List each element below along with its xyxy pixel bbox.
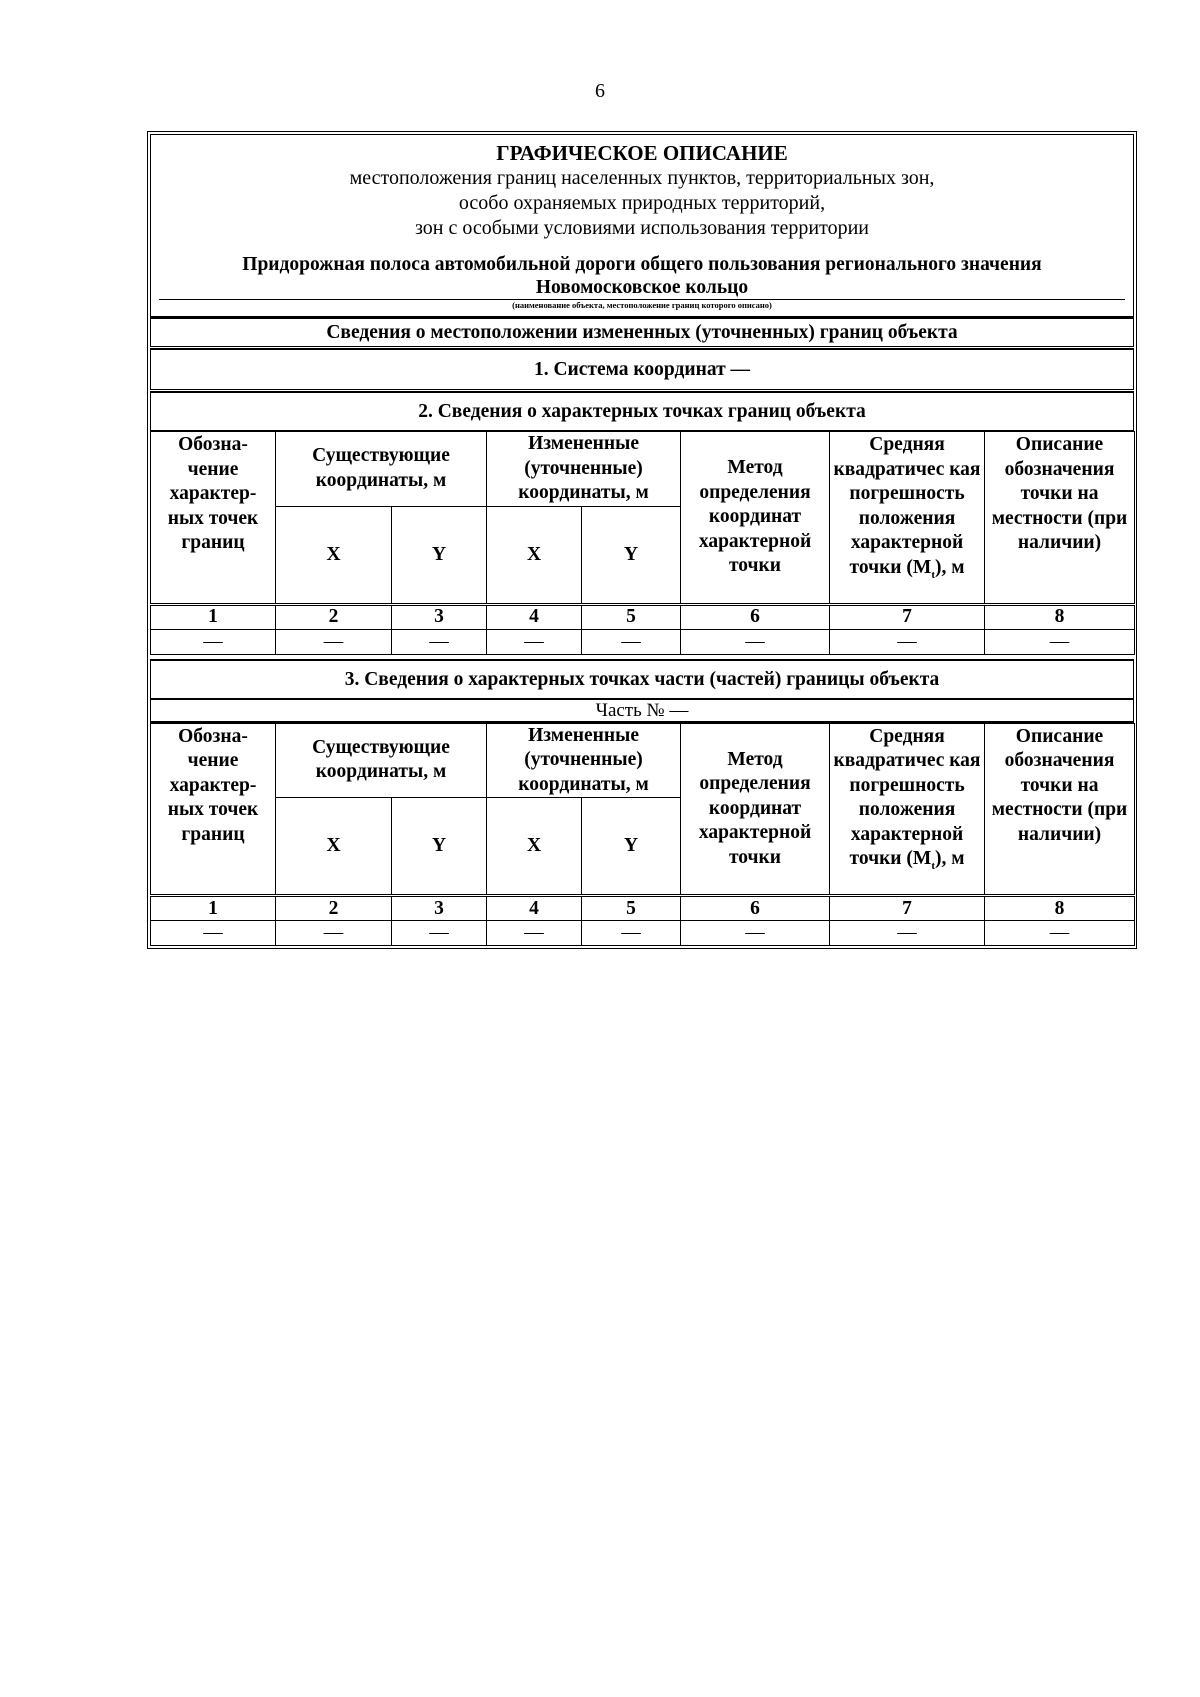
column-number: 7 [830,604,985,629]
document-title: ГРАФИЧЕСКОЕ ОПИСАНИЕ [496,141,788,165]
table-cell: — [276,921,392,946]
object-name-line-2: Новомосковское кольцо [159,276,1125,300]
section-coordinate-system: 1. Система координат — [150,348,1134,390]
subtitle-line: местоположения границ населенных пунктов, территориальных зон, [349,167,935,189]
col-designation: Обозна- чение характер- ных точек границ [151,432,276,605]
table-cell: — [487,921,582,946]
object-name-line-1: Придорожная полоса автомобильной дороги общего пользования регионального значения [242,254,1042,275]
col-changed-x: X [487,506,582,604]
col-changed-x: X [487,798,582,896]
col-method: Метод определения координат характерной точки [681,432,830,605]
section-part-points: 3. Сведения о характерных точках части (частей) границы объекта [150,659,1134,699]
col-existing-coordinates: Существующие координаты, м [276,723,487,798]
column-number: 1 [151,604,276,629]
table-cell: — [392,629,487,654]
col-existing-x: X [276,506,392,604]
table-cell: — [151,629,276,654]
object-name [159,253,1125,300]
object-caption: (наименование объекта, местоположение границ которого описано) [512,300,772,310]
table-cell: — [830,629,985,654]
column-number-row [151,604,1135,629]
table-cell: — [985,629,1135,654]
column-number: 8 [985,896,1135,921]
table-header-row [151,432,1135,507]
col-changed-coordinates: Измененные (уточненные) координаты, м [487,432,681,507]
table-cell: — [681,629,830,654]
table-cell: — [151,921,276,946]
column-number: 3 [392,604,487,629]
section-changed-boundaries: Сведения о местоположении измененных (уточненных) границ объекта [150,317,1134,347]
table-cell: — [276,629,392,654]
column-number: 2 [276,604,392,629]
col-error: Средняя квадратичес кая погрешность положения характерной точки $(M_t)$, м [830,432,985,605]
col-changed-y: Y [582,506,681,604]
table-header-row [151,723,1135,798]
col-designation: Обозна- чение характер- ных точек границ [151,723,276,896]
column-number: 1 [151,896,276,921]
section-boundary-points: 2. Сведения о характерных точках границ объекта [150,391,1134,431]
column-number: 4 [487,604,582,629]
column-number: 5 [582,604,681,629]
table-cell: — [582,921,681,946]
graphic-description-form [147,131,1137,949]
col-method: Метод определения координат характерной точки [681,723,830,896]
document-header [150,134,1134,317]
col-existing-x: X [276,798,392,896]
table-cell: — [582,629,681,654]
col-description: Описание обозначения точки на местности (при наличии) [985,432,1135,605]
page-number: 6 [595,80,605,102]
column-number: 3 [392,896,487,921]
column-number-row [151,896,1135,921]
table-cell: — [487,629,582,654]
table-cell: — [985,921,1135,946]
col-changed-y: Y [582,798,681,896]
column-number: 2 [276,896,392,921]
boundary-points-table [150,431,1135,655]
col-error: Средняя квадратичес кая погрешность положения характерной точки $(M_t)$, м [830,723,985,896]
col-existing-y: Y [392,506,487,604]
col-existing-y: Y [392,798,487,896]
subtitle-line: зон с особыми условиями использования территории [414,217,870,239]
subtitle-line: особо охраняемых природных территорий, [458,192,826,214]
col-description: Описание обозначения точки на местности (при наличии) [985,723,1135,896]
column-number: 6 [681,604,830,629]
table-cell: — [392,921,487,946]
table-row [151,629,1135,654]
table-cell: — [830,921,985,946]
table-row [151,921,1135,946]
column-number: 6 [681,896,830,921]
col-changed-coordinates: Измененные (уточненные) координаты, м [487,723,681,798]
part-points-table [150,723,1135,947]
column-number: 4 [487,896,582,921]
table-cell: — [681,921,830,946]
column-number: 8 [985,604,1135,629]
column-number: 7 [830,896,985,921]
part-number: Часть № — [150,699,1134,723]
col-existing-coordinates: Существующие координаты, м [276,432,487,507]
column-number: 5 [582,896,681,921]
